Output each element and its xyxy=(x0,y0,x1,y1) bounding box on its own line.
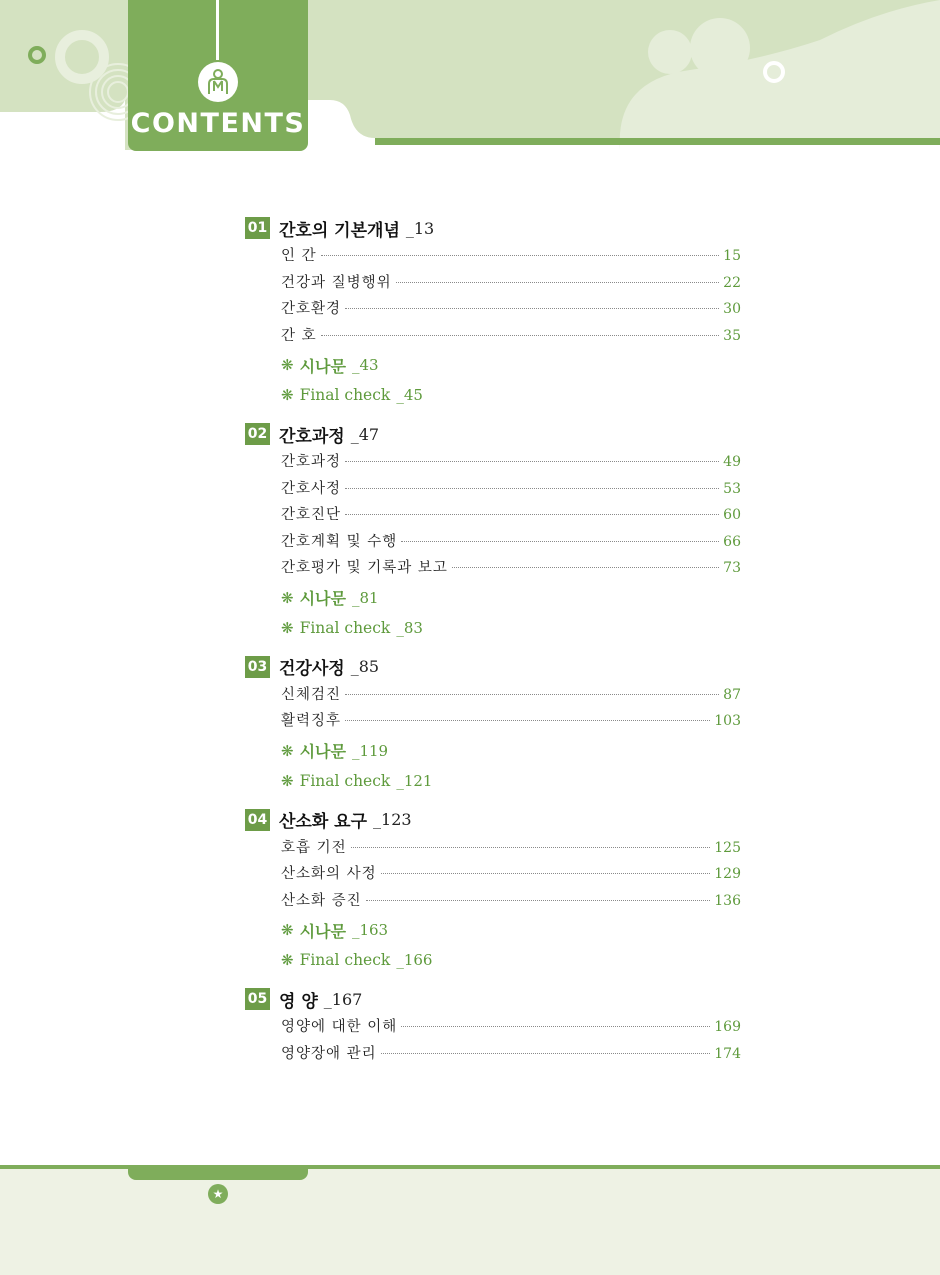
final-check-page: _45 xyxy=(396,386,423,404)
entry-page: 15 xyxy=(723,248,741,264)
entry-title: 산소화 증진 xyxy=(281,892,362,909)
toc-entry[interactable] xyxy=(281,1042,741,1069)
entry-title: 건강과 질병행위 xyxy=(281,274,392,291)
final-check-entry[interactable] xyxy=(281,766,745,796)
chapter-heading[interactable] xyxy=(245,806,745,834)
toc-entry[interactable] xyxy=(281,556,741,583)
entry-title: 간호과정 xyxy=(281,454,342,470)
entry-page: 49 xyxy=(723,454,741,470)
entry-page: 35 xyxy=(723,327,741,344)
chapter-number: 05 xyxy=(245,988,270,1010)
dot-leader xyxy=(345,720,710,721)
chapter-heading[interactable] xyxy=(245,214,745,242)
dot-leader xyxy=(345,694,719,695)
toc-entry[interactable] xyxy=(281,889,741,916)
asterisk-icon: ❋ xyxy=(281,386,294,404)
dot-leader xyxy=(345,461,719,462)
chapter-title: 산소화 요구 xyxy=(279,812,368,832)
sinamun-label: 시나문 xyxy=(299,921,346,941)
entry-title: 간 호 xyxy=(281,327,317,344)
toc-entry[interactable] xyxy=(281,477,741,504)
sinamun-entry[interactable] xyxy=(281,583,745,613)
chapter-page: _85 xyxy=(350,657,380,676)
chapter-heading[interactable] xyxy=(245,420,745,448)
toc-entry[interactable] xyxy=(281,836,741,863)
asterisk-icon: ❋ xyxy=(281,356,294,374)
header-rule xyxy=(375,138,940,145)
contents-tab xyxy=(128,0,308,151)
toc-entry[interactable] xyxy=(281,530,741,557)
dot-leader xyxy=(345,488,719,489)
final-check-label: Final check xyxy=(299,771,391,790)
chapter-title: 영 양 xyxy=(279,991,318,1012)
chapter-number: 02 xyxy=(245,423,270,445)
dot-leader xyxy=(321,335,720,336)
star-icon: ★ xyxy=(208,1184,228,1204)
entry-page: 136 xyxy=(714,892,741,909)
entry-page: 73 xyxy=(723,560,741,576)
chapter-section xyxy=(245,420,745,643)
tab-string xyxy=(216,0,219,60)
asterisk-icon: ❋ xyxy=(281,741,294,760)
dot-leader xyxy=(366,900,711,901)
final-check-label: Final check xyxy=(299,386,391,404)
entry-title: 인 간 xyxy=(281,248,317,264)
chapter-section xyxy=(245,214,745,410)
asterisk-icon: ❋ xyxy=(281,618,294,637)
sinamun-label: 시나문 xyxy=(299,589,346,608)
toc-entry[interactable] xyxy=(281,450,741,477)
final-check-entry[interactable] xyxy=(281,945,745,975)
final-check-page: _166 xyxy=(396,951,433,969)
nurse-icon xyxy=(198,62,238,102)
asterisk-icon: ❋ xyxy=(281,771,294,790)
chapter-number: 04 xyxy=(245,809,270,831)
toc-entry[interactable] xyxy=(281,1015,741,1042)
entry-title: 간호평가 및 기록과 보고 xyxy=(281,560,448,576)
dot-leader xyxy=(345,308,719,309)
entry-title: 영양에 대한 이해 xyxy=(281,1019,398,1035)
dot-leader xyxy=(401,541,719,542)
dot-leader xyxy=(396,282,720,283)
footer-band xyxy=(0,1169,940,1275)
toc-entry[interactable] xyxy=(281,503,741,530)
chapter-section xyxy=(245,806,745,976)
final-check-label: Final check xyxy=(299,618,391,637)
final-check-label: Final check xyxy=(299,951,391,969)
chapter-heading[interactable] xyxy=(245,985,745,1013)
entry-page: 103 xyxy=(714,713,741,729)
sinamun-entry[interactable] xyxy=(281,736,745,766)
dot-leader xyxy=(345,514,719,515)
final-check-page: _83 xyxy=(396,618,423,637)
toc-entry[interactable] xyxy=(281,244,741,271)
toc-entry[interactable] xyxy=(281,862,741,889)
entry-page: 22 xyxy=(723,274,741,291)
entry-page: 60 xyxy=(723,507,741,523)
chapter-heading[interactable] xyxy=(245,653,745,681)
final-check-page: _121 xyxy=(396,771,433,790)
chapter-page: _167 xyxy=(323,989,363,1009)
asterisk-icon: ❋ xyxy=(281,921,294,939)
entry-title: 호흡 기전 xyxy=(281,839,347,856)
entry-page: 87 xyxy=(723,686,741,703)
sinamun-page: _119 xyxy=(351,741,389,760)
entry-page: 174 xyxy=(714,1045,741,1062)
entry-page: 125 xyxy=(714,839,741,856)
chapter-title: 간호과정 xyxy=(279,426,345,447)
entry-page: 30 xyxy=(723,301,741,317)
dot-leader xyxy=(351,847,711,848)
sinamun-entry[interactable] xyxy=(281,350,745,380)
sinamun-entry[interactable] xyxy=(281,915,745,945)
entry-title: 활력징후 xyxy=(281,713,342,729)
sinamun-page: _163 xyxy=(351,921,389,939)
sinamun-label: 시나문 xyxy=(299,742,346,761)
toc-entry[interactable] xyxy=(281,271,741,298)
contents-title: CONTENTS xyxy=(130,108,306,139)
entry-title: 간호계획 및 수행 xyxy=(281,533,398,550)
entry-page: 66 xyxy=(723,533,741,550)
table-of-contents xyxy=(245,214,745,1078)
entry-page: 129 xyxy=(714,866,741,882)
entry-page: 53 xyxy=(723,480,741,497)
sinamun-page: _81 xyxy=(351,588,379,607)
toc-entry[interactable] xyxy=(281,324,741,351)
chapter-section xyxy=(245,985,745,1068)
asterisk-icon: ❋ xyxy=(281,951,294,969)
entry-title: 영양장애 관리 xyxy=(281,1045,377,1062)
final-check-entry[interactable] xyxy=(281,380,745,410)
chapter-number: 01 xyxy=(245,217,270,239)
asterisk-icon: ❋ xyxy=(281,588,294,607)
toc-entry[interactable] xyxy=(281,709,741,736)
entry-page: 169 xyxy=(714,1019,741,1035)
sinamun-label: 시나문 xyxy=(299,356,346,376)
chapter-title: 간호의 기본개념 xyxy=(279,220,400,241)
chapter-section xyxy=(245,653,745,796)
chapter-number: 03 xyxy=(245,656,270,678)
dot-leader xyxy=(381,1053,711,1054)
entry-title: 신체검진 xyxy=(281,686,342,703)
dot-leader xyxy=(321,255,720,256)
entry-title: 간호환경 xyxy=(281,301,342,317)
entry-title: 간호진단 xyxy=(281,507,342,523)
entry-title: 간호사정 xyxy=(281,480,342,497)
chapter-title: 건강사정 xyxy=(279,659,345,679)
footer-tab xyxy=(128,1166,308,1180)
chapter-page: _47 xyxy=(350,424,380,444)
sinamun-page: _43 xyxy=(351,356,379,374)
chapter-page: _13 xyxy=(405,218,435,238)
entry-title: 산소화의 사정 xyxy=(281,866,377,882)
toc-entry[interactable] xyxy=(281,683,741,710)
final-check-entry[interactable] xyxy=(281,613,745,643)
chapter-page: _123 xyxy=(373,810,412,829)
dot-leader xyxy=(381,873,711,874)
toc-entry[interactable] xyxy=(281,297,741,324)
dot-leader xyxy=(452,567,719,568)
dot-leader xyxy=(401,1026,710,1027)
